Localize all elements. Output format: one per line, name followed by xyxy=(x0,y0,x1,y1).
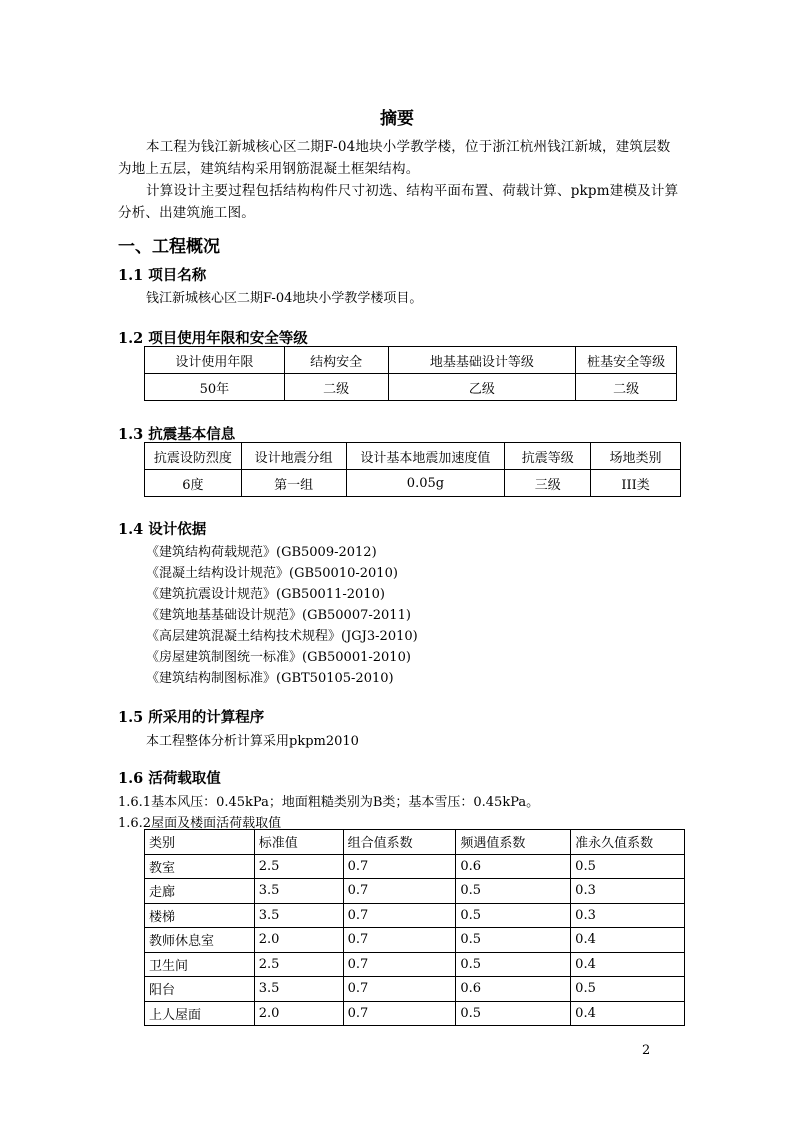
table-cell: 卫生间 xyxy=(145,952,255,977)
table-cell: 50年 xyxy=(145,374,285,401)
code-reference-item: 《建筑结构制图标准》(GBT50105-2010) xyxy=(146,671,394,686)
table-header-cell: 桩基安全等级 xyxy=(576,347,677,374)
table-cell: 2.5 xyxy=(254,854,343,879)
table-header-row xyxy=(145,347,677,374)
table-cell: 0.7 xyxy=(343,854,456,879)
table-row xyxy=(145,903,685,928)
table-cell: 教师休息室 xyxy=(145,928,255,953)
table-cell: 0.7 xyxy=(343,1001,456,1026)
table-cell: 0.7 xyxy=(343,952,456,977)
seismic-info-table xyxy=(144,442,681,497)
table-header-cell: 设计地震分组 xyxy=(241,443,346,470)
project-name-text: 钱江新城核心区二期F-04地块小学教学楼项目。 xyxy=(146,291,423,306)
table-cell: 二级 xyxy=(284,374,388,401)
section-1-heading: 一、工程概况 xyxy=(118,237,220,257)
table-cell: 0.5 xyxy=(456,903,571,928)
abstract-paragraph-2: 计算设计主要过程包括结构构件尺寸初选、结构平面布置、荷载计算、pkpm建模及计算分析、出建筑施工图。 xyxy=(118,183,679,221)
section-1-4-heading: 1.4 设计依据 xyxy=(118,521,207,538)
table-cell: 0.6 xyxy=(456,854,571,879)
table-header-row xyxy=(145,830,685,855)
live-load-table xyxy=(144,829,685,1026)
table-header-cell: 设计使用年限 xyxy=(145,347,285,374)
table-cell: 0.4 xyxy=(571,952,685,977)
code-reference-item: 《房屋建筑制图统一标准》(GB50001-2010) xyxy=(146,650,411,665)
table-cell: 三级 xyxy=(505,470,591,497)
table-header-cell: 标准值 xyxy=(254,830,343,855)
table-cell: 0.5 xyxy=(571,854,685,879)
table-header-cell: 频遇值系数 xyxy=(456,830,571,855)
table-cell: 0.7 xyxy=(343,879,456,904)
table-cell: 0.05g xyxy=(346,470,505,497)
table-cell: 0.3 xyxy=(571,879,685,904)
table-cell: 2.0 xyxy=(254,928,343,953)
table-cell: 6度 xyxy=(145,470,242,497)
table-cell: 走廊 xyxy=(145,879,255,904)
table-cell: 0.5 xyxy=(571,977,685,1002)
table-cell: 第一组 xyxy=(241,470,346,497)
section-1-5-heading: 1.5 所采用的计算程序 xyxy=(118,709,265,726)
table-cell: 0.5 xyxy=(456,928,571,953)
table-cell: 3.5 xyxy=(254,879,343,904)
table-cell: 0.4 xyxy=(571,928,685,953)
table-header-cell: 地基基础设计等级 xyxy=(388,347,576,374)
table-cell: 0.7 xyxy=(343,977,456,1002)
table-cell: 0.5 xyxy=(456,1001,571,1026)
table-cell: 0.7 xyxy=(343,903,456,928)
code-reference-item: 《混凝土结构设计规范》(GB50010-2010) xyxy=(146,566,398,581)
table-header-cell: 类别 xyxy=(145,830,255,855)
table-cell: 二级 xyxy=(576,374,677,401)
table-header-cell: 结构安全 xyxy=(284,347,388,374)
table-cell: 乙级 xyxy=(388,374,576,401)
section-1-3-heading: 1.3 抗震基本信息 xyxy=(118,426,236,443)
page-number: 2 xyxy=(642,1043,651,1058)
section-1-1-heading: 1.1 项目名称 xyxy=(118,267,207,284)
table-cell: 0.5 xyxy=(456,952,571,977)
table-header-cell: 设计基本地震加速度值 xyxy=(346,443,505,470)
table-cell: 上人屋面 xyxy=(145,1001,255,1026)
table-header-cell: 场地类别 xyxy=(591,443,681,470)
table-row xyxy=(145,470,681,497)
abstract-paragraph-1: 本工程为钱江新城核心区二期F-04地块小学教学楼，位于浙江杭州钱江新城，建筑层数为地上五层，建筑结构采用钢筋混凝土框架结构。 xyxy=(118,139,671,177)
table-cell: 阳台 xyxy=(145,977,255,1002)
section-1-6-heading: 1.6 活荷载取值 xyxy=(118,770,221,787)
section-1-2-heading: 1.2 项目使用年限和安全等级 xyxy=(118,330,308,347)
table-row xyxy=(145,879,685,904)
table-row xyxy=(145,928,685,953)
table-row xyxy=(145,952,685,977)
table-header-cell: 抗震设防烈度 xyxy=(145,443,242,470)
table-cell: 3.5 xyxy=(254,977,343,1002)
wind-snow-pressure-text: 1.6.1基本风压：0.45kPa；地面粗糙类别为B类；基本雪压：0.45kPa。 xyxy=(118,795,540,810)
table-cell: III类 xyxy=(591,470,681,497)
table-cell: 0.3 xyxy=(571,903,685,928)
table-row xyxy=(145,854,685,879)
table-header-cell: 组合值系数 xyxy=(343,830,456,855)
table-header-row xyxy=(145,443,681,470)
table-cell: 3.5 xyxy=(254,903,343,928)
table-cell: 楼梯 xyxy=(145,903,255,928)
service-life-table xyxy=(144,346,677,401)
code-reference-item: 《建筑抗震设计规范》(GB50011-2010) xyxy=(146,587,385,602)
table-header-cell: 准永久值系数 xyxy=(571,830,685,855)
table-cell: 0.4 xyxy=(571,1001,685,1026)
table-row xyxy=(145,977,685,1002)
code-reference-item: 《建筑地基基础设计规范》(GB50007-2011) xyxy=(146,608,411,623)
table-cell: 教室 xyxy=(145,854,255,879)
table-row xyxy=(145,1001,685,1026)
code-reference-item: 《高层建筑混凝土结构技术规程》(JGJ3-2010) xyxy=(146,629,418,644)
table-cell: 0.7 xyxy=(343,928,456,953)
table-header-cell: 抗震等级 xyxy=(505,443,591,470)
table-cell: 0.6 xyxy=(456,977,571,1002)
code-reference-item: 《建筑结构荷载规范》(GB5009-2012) xyxy=(146,545,377,560)
table-row xyxy=(145,374,677,401)
calc-program-text: 本工程整体分析计算采用pkpm2010 xyxy=(146,734,359,749)
table-cell: 0.5 xyxy=(456,879,571,904)
table-cell: 2.5 xyxy=(254,952,343,977)
live-load-caption: 1.6.2屋面及楼面活荷载取值 xyxy=(118,816,282,831)
abstract-title: 摘要 xyxy=(380,109,414,129)
table-cell: 2.0 xyxy=(254,1001,343,1026)
